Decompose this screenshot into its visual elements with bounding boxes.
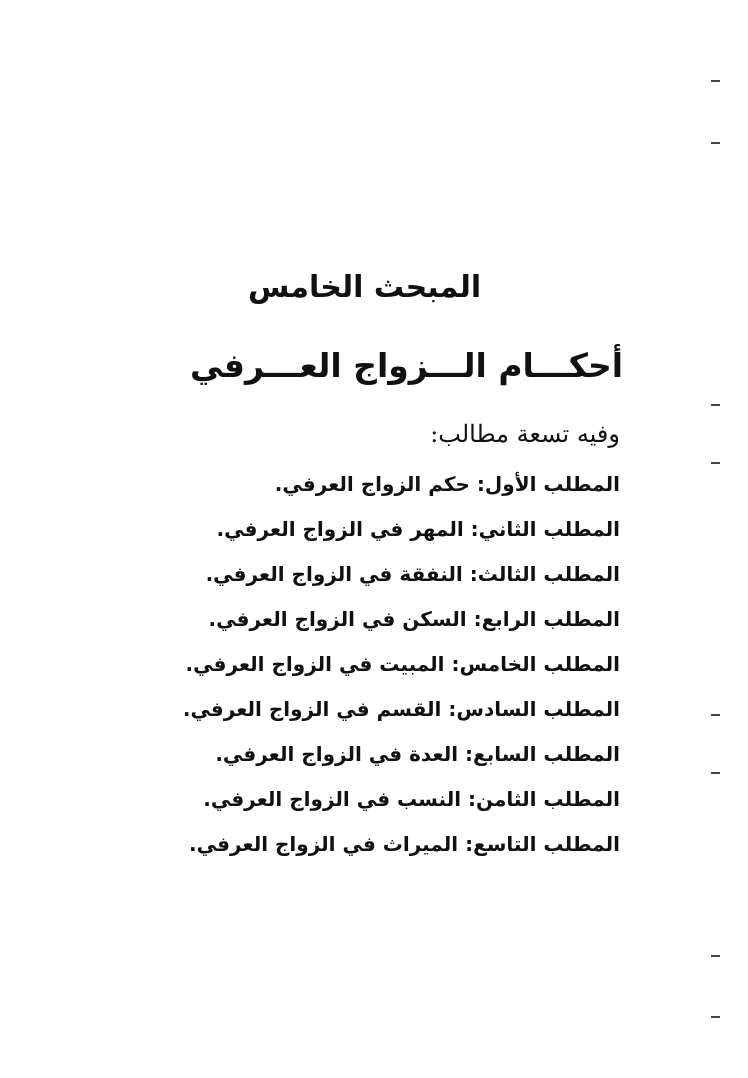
list-item: المطلب الخامس: المبيت في الزواج العرفي. [185,652,620,676]
list-item: المطلب التاسع: الميراث في الزواج العرفي. [189,832,620,856]
list-item: المطلب الثاني: المهر في الزواج العرفي. [216,517,620,541]
requirements-list [182,462,620,867]
list-item: المطلب السابع: العدة في الزواج العرفي. [215,742,620,766]
scan-mark [711,142,720,144]
chapter-title: أحكـــام الـــزواج العـــرفي [190,346,624,385]
section-title: المبحث الخامس [248,270,482,305]
list-item: المطلب الرابع: السكن في الزواج العرفي. [208,607,620,631]
scan-mark [711,462,720,464]
list-item: المطلب الثالث: النفقة في الزواج العرفي. [205,562,620,586]
scan-mark [711,80,720,82]
list-item: المطلب السادس: القسم في الزواج العرفي. [182,697,620,721]
scan-mark [711,955,720,957]
scan-mark [711,404,720,406]
scan-mark [711,714,720,716]
list-item: المطلب الأول: حكم الزواج العرفي. [274,472,620,496]
scan-mark [711,1016,720,1018]
list-item: المطلب الثامن: النسب في الزواج العرفي. [203,787,620,811]
scan-mark [711,772,720,774]
intro-text: وفيه تسعة مطالب: [430,420,620,448]
